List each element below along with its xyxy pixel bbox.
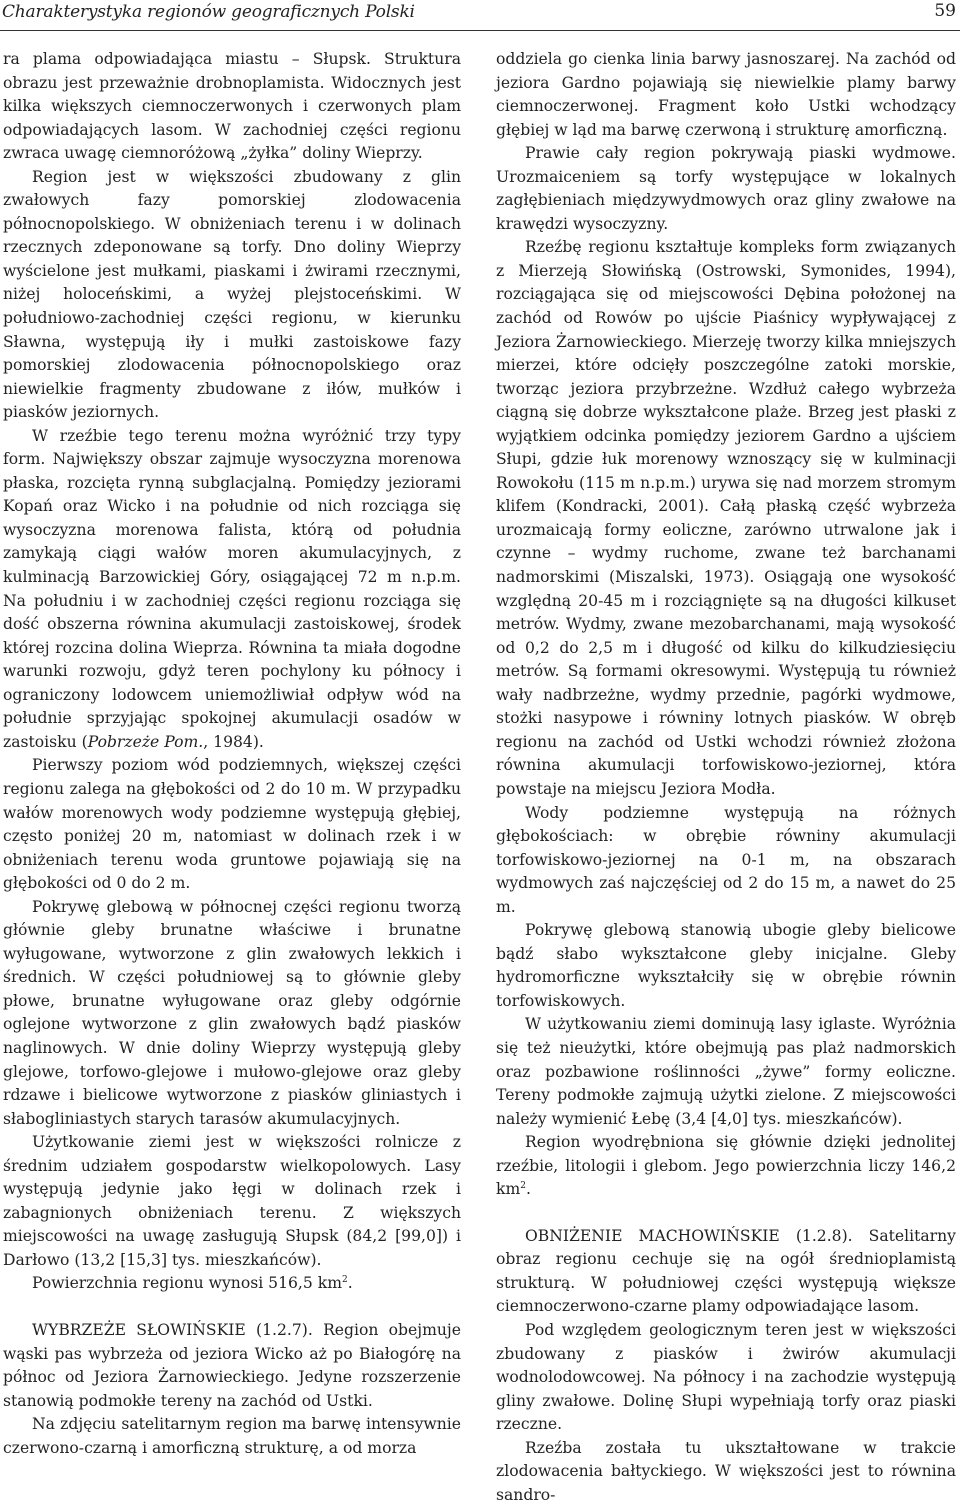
header-rule xyxy=(0,30,960,31)
paragraph xyxy=(3,425,461,755)
area-text: Region wyodrębniona się głównie dzięki jednolitej rzeźbie, litologii i glebom. Jego powierzchnia liczy 146,2 km xyxy=(496,1133,956,1199)
paragraph: Rzeźba została tu ukształtowane w trakcie zlodowacenia bałtyckiego. W większości jest to równina sandro- xyxy=(496,1438,956,1504)
paragraph xyxy=(496,1131,956,1202)
paragraph: Wody podziemne występują na różnych głębokościach: w obrębie równiny akumulacji torfowiskowo-jeziornej na 0-1 m, na obszarach wydmowych zaś najczęściej od 2 do 15 m, a nawet do 25 m. xyxy=(496,803,956,916)
citation-tail: , 1984). xyxy=(203,732,264,751)
section-heading-paragraph: WYBRZEŻE SŁOWIŃSKIE (1.2.7). Region obejmuje wąski pas wybrzeża od jeziora Wicko aż po Białogórę na północ od Jeziora Żarnowieckiego. Jedyne rozszerzenie stanowią podmokłe tereny na zachód od Ustki. xyxy=(3,1320,461,1410)
paragraph xyxy=(3,1272,461,1296)
paragraph: Pierwszy poziom wód podziemnych, większej części regionu zalega na głębokości od 2 do 10 m. W przypadku wałów morenowych wody podziemne występują głębiej, często poniżej 20 m, natomiast w dolinach rzek i w obniżeniach terenu woda gruntowe pojawiają się na głębokości od 0 do 2 m. xyxy=(3,756,461,893)
paragraph: Na zdjęciu satelitarnym region ma barwę intensywnie czerwono-czarną i amorficzną strukturę, a od morza xyxy=(3,1415,461,1457)
paragraph: ra plama odpowiadająca miastu – Słupsk. Struktura obrazu jest przeważnie drobnoplamista. Widocznych jest kilka większych ciemnoczerwonych i czerwonych plam odpowiadających lasom. W zachodniej części regionu zwraca uwagę ciemnoróżową „żyłka” doliny Wieprzy. xyxy=(3,50,461,163)
section-heading-paragraph: OBNIŻENIE MACHOWIŃSKIE (1.2.8). Satelitarny obraz regionu cechuje się na ogół średnioplamistą strukturą. W południowej części występują większe ciemnoczerwono-czarne plamy odpowiadające lasom. xyxy=(496,1226,956,1316)
paragraph: Region jest w większości zbudowany z glin zwałowych fazy pomorskiej zlodowacenia północnopolskiego. W obniżeniach terenu i w dolinach rzecznych zdeponowane są torfy. Dno doliny Wieprzy wyścielone jest mułkami, piaskami i żwirami rzecznymi, niżej holoceńskimi, a wyżej plejstoceńskimi. W południowo-zachodniej części regionu, w kierunku Sławna, występują iły i mułki zastoiskowe fazy pomorskiej zlodowacenia północnopolskiego oraz niewielkie fragmenty zbudowane z iłów, mułków i piasków jeziornych. xyxy=(3,167,461,422)
paragraph: Prawie cały region pokrywają piaski wydmowe. Urozmaiceniem są torfy występujące w lokalnych zagłębieniach międzywydmowych oraz gliny zwałowe na krawędzi wysoczyzny. xyxy=(496,144,956,233)
paragraph: Rzeźbę regionu kształtuje kompleks form związanych z Mierzeją Słowińską (Ostrowski, Symonides, 1994), rozciągająca się od miejscowości Dębina położonej na zachód od Rowów po ujście Piaśnicy wypływającej z Jeziora Żarnowieckiego. Mierzeję tworzy kilka mniejszych mierzei, które odcięły poszczególne zatoki morskie, tworząc jeziora przybrzeżne. Wzdłuż całego wybrzeża ciągną się dobrze wykształcone plaże. Brzeg jest płaski z wyjątkiem odcinka pomiędzy jeziorem Gardno a ujściem Słupi, gdzie łuk morenowy wznoszący się w kulminacji Rowokołu (115 m n.p.m.) urywa się nad morzem stromym klifem (Kondracki, 2001). Całą płaską część wybrzeża urozmaicają formy eoliczne, zarówno utrwalone jak i czynne – wydmy ruchome, zwane też barchanami nadmorskimi (Miszalski, 1973). Osiągają one wysokość względną 20-45 m i rozciągnięte są na długości kilkuset metrów. Wydmy, zwane mezobarchanami, mają wysokość od 0,2 do 2,5 m i długość od kilku do kilkudziesięciu metrów. Są formami okresowymi. Występują tu również wały nadbrzeżne, wydmy przednie, pagórki wydmowe, stożki nasypowe i równiny lotnych piasków. W obręb regionu na zachód od Ustki wchodzi również złożona równina akumulacji torfowiskowo-jeziornej, która powstaje na miejscu Jeziora Modła. xyxy=(496,238,956,798)
paragraph: Pokrywę glebową stanowią ubogie gleby bielicowe bądź słabo wykształcone gleby inicjalne. Gleby hydromorficzne wykształciły się w obrębie równin torfowiskowych. xyxy=(496,921,956,1010)
left-column xyxy=(3,48,461,1460)
paragraph: oddziela go cienka linia barwy jasnoszarej. Na zachód od jeziora Gardno pojawiają się niewielkie plamy barwy ciemnoczerwonej. Fragment koło Ustki wchodzący głębiej w ląd ma barwę czerwoną i strukturę amorficzną. xyxy=(496,50,956,139)
area-tail: . xyxy=(347,1274,353,1293)
paragraph: Pokrywę glebową w północnej części regionu tworzą głównie gleby brunatne właściwe i brunatne wyługowane, wytworzone z glin zwałowych lekkich i średnich. W części południowej są to głównie gleby płowe, brunatne wyługowane oraz gleby odgórnie oglejone wytworzone z glin zwałowych bądź piasków naglinowych. W dnie doliny Wieprzy występują gleby glejowe, torfowo-glejowe i mułowo-glejowe oraz gleby rdzawe i bielicowe wytworzone z piasków gliniastych i słabogliniastych starych tarasów akumulacyjnych. xyxy=(3,897,461,1128)
running-title: Charakterystyka regionów geograficznych Polski xyxy=(2,2,415,22)
citation-italic: Pobrzeże Pom. xyxy=(87,732,204,751)
area-text: Powierzchnia regionu wynosi 516,5 km xyxy=(32,1274,342,1293)
running-header xyxy=(0,0,960,34)
area-tail: . xyxy=(525,1180,531,1199)
paragraph: Użytkowanie ziemi jest w większości rolnicze z średnim udziałem gospodarstw wielkopolowych. Lasy występują jedynie jako łęgi w dolinach rzek i zabagnionych obniżeniach terenu. Z większych miejscowości na uwagę zasługują Słupsk (84,2 [99,0]) i Darłowo (13,2 [15,3] tys. mieszkańców). xyxy=(3,1133,461,1269)
right-column xyxy=(496,48,956,1507)
area-superscript: 2 xyxy=(342,1275,348,1286)
paragraph: Pod względem geologicznym teren jest w większości zbudowany z piasków i żwirów akumulacji wodnolodowcowej. Na północy i na zachodzie występują gliny zwałowe. Dolinę Słupi wypełniają torfy oraz piaski rzeczne. xyxy=(496,1320,956,1434)
area-superscript: 2 xyxy=(520,1181,526,1192)
page-number: 59 xyxy=(934,1,956,21)
paragraph: W użytkowaniu ziemi dominują lasy iglaste. Wyróżnia się też nieużytki, które obejmują pas plaż nadmorskich oraz pozbawione roślinności „żywe” formy eoliczne. Tereny podmokłe zajmują użytki zielone. Z miejscowości należy wymienić Łebę (3,4 [4,0] tys. mieszkańców). xyxy=(496,1015,956,1128)
paragraph-text: W rzeźbie tego terenu można wyróżnić trzy typy form. Największy obszar zajmuje wysoczyzna morenowa płaska, rozcięta rynną subglacjalną. Pomiędzy jeziorami Kopań oraz Wicko i na południe od nich rozciąga się wysoczyzna morenowa falista, którą od południa zamykają ciągi wałów moren akumulacyjnych, z kulminacją Barzowickiej Góry, osiągającej 72 m n.p.m. Na południu i w zachodniej części regionu rozciąga się dość obszerna równina akumulacji zastoiskowej, środek której rozcina dolina Wieprza. Równina ta miała dogodne warunki rozwoju, gdyż teren pochylony ku północy i ograniczony lodowcem uniemożliwiał odpływ wód na południe sprzyjając spokojnej akumulacji osadów w zastoisku ( xyxy=(3,426,461,751)
